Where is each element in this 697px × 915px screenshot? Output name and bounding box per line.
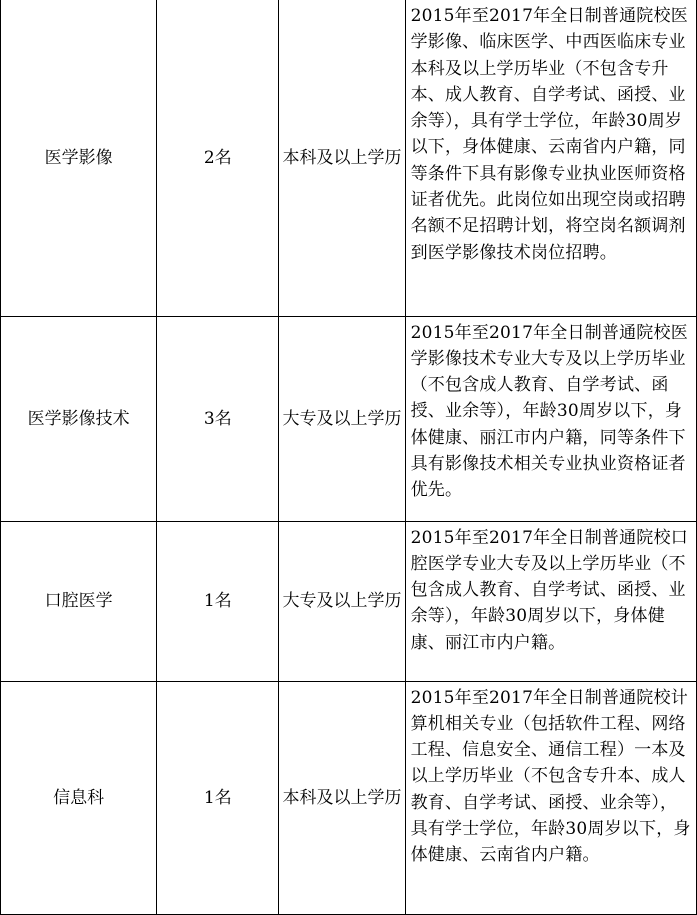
table-row (1, 681, 697, 914)
requirements-cell: 2015年至2017年全日制普通院校计算机相关专业（包括软件工程、网络工程、信息安全、通信工程）一本及以上学历毕业（不包含专升本、成人教育、自学考试、函授、业余等），具有学士学位，年龄30周岁以下，身体健康、云南省内户籍。 (405, 681, 696, 914)
position-cell: 医学影像 (1, 0, 157, 316)
table-row (1, 316, 697, 521)
headcount-cell: 1名 (157, 681, 279, 914)
education-cell: 本科及以上学历 (279, 681, 405, 914)
position-cell: 医学影像技术 (1, 316, 157, 521)
headcount-cell: 1名 (157, 521, 279, 681)
requirements-cell: 2015年至2017年全日制普通院校医学影像、临床医学、中西医临床专业本科及以上学历毕业（不包含专升本、成人教育、自学考试、函授、业余等），具有学士学位，年龄30周岁以下，身体健康、云南省内户籍，同等条件下具有影像专业执业医师资格证者优先。此岗位如出现空岗或招聘名额不足招聘计划，将空岗名额调剂到医学影像技术岗位招聘。 (405, 0, 696, 316)
education-cell: 大专及以上学历 (279, 316, 405, 521)
requirements-cell: 2015年至2017年全日制普通院校口腔医学专业大专及以上学历毕业（不包含成人教育、自学考试、函授、业余等），年龄30周岁以下，身体健康、丽江市内户籍。 (405, 521, 696, 681)
position-cell: 信息科 (1, 681, 157, 914)
headcount-cell: 2名 (157, 0, 279, 316)
education-cell: 大专及以上学历 (279, 521, 405, 681)
table-row (1, 521, 697, 681)
table-row (1, 0, 697, 316)
requirements-cell: 2015年至2017年全日制普通院校医学影像技术专业大专及以上学历毕业（不包含成人教育、自学考试、函授、业余等），年龄30周岁以下，身体健康、丽江市内户籍，同等条件下具有影像技术相关专业执业资格证者优先。 (405, 316, 696, 521)
position-cell: 口腔医学 (1, 521, 157, 681)
headcount-cell: 3名 (157, 316, 279, 521)
education-cell: 本科及以上学历 (279, 0, 405, 316)
